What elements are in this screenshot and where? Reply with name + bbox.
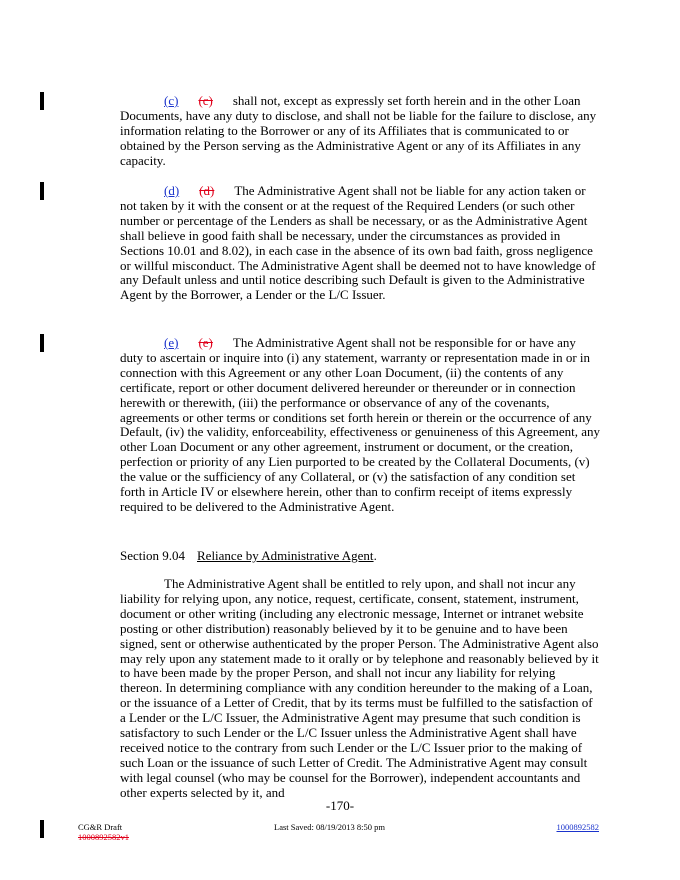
paragraph-e <box>120 336 600 515</box>
section-heading <box>120 548 377 564</box>
draft-label: CG&R Draft <box>78 822 123 832</box>
section-title: Reliance by Administrative Agent <box>197 548 374 563</box>
section-number: Section 9.04 <box>120 548 185 563</box>
change-bar-c <box>40 92 44 110</box>
paragraph-d-text: The Administrative Agent shall not be liable for any action taken or not taken by it with the consent or at the request of the Required Lenders (or such other number or percentage of the Lenders as shall be necessary, or as the Administrative Agent shall believe in good faith shall be necessary, under the circumstances as provided in Sections 10.01 and 8.02), in each case in the absence of its own bad faith, gross negligence or willful misconduct. The Administrative Agent shall be deemed not to have knowledge of any Default unless and until notice describing such Default is given to the Administrative Agent by the Borrower, a Lender or the L/C Issuer. <box>120 183 596 303</box>
paragraph-c-text: shall not, except as expressly set forth herein and in the other Loan Documents, have any duty to disclose, and shall not be liable for the failure to disclose, any information relating to the Borrower or any of its Affiliates that is communicated to or obtained by the Person serving as the Administrative Agent or any of its Affiliates in any capacity. <box>120 93 597 168</box>
deleted-label-c: (c) <box>198 93 213 108</box>
paragraph-e-text: The Administrative Agent shall not be responsible for or have any duty to ascertain or inquire into (i) any statement, warranty or representation made in or in connection with this Agreement or any other Loan Document, (ii) the contents of any certificate, report or other document delivered hereunder or thereunder or in connection herewith or therewith, (iii) the performance or observance of any of the covenants, agreements or other terms or conditions set forth herein or therein or the occurrence of any Default, (iv) the validity, enforceability, effectiveness or genuineness of this Agreement, any other Loan Document or any other agreement, instrument or document, or the creation, perfection or priority of any Lien purported to be created by the Collateral Documents, (v) the value or the sufficiency of any Collateral, or (v) the satisfaction of any condition set forth in Article IV or elsewhere herein, other than to confirm receipt of items expressly required to be delivered to the Administrative Agent. <box>120 335 600 514</box>
doc-id: 1000892582 <box>556 822 599 832</box>
deleted-label-d: (d) <box>199 183 215 198</box>
inserted-label-c: (c) <box>164 93 179 108</box>
inserted-label-e: (e) <box>164 335 179 350</box>
body-paragraph <box>120 577 600 801</box>
old-doc-id: 1000892582v1 <box>78 832 129 842</box>
last-saved: Last Saved: 08/19/2013 8:50 pm <box>274 822 385 832</box>
footer-draft <box>78 822 129 842</box>
change-bar-d <box>40 182 44 200</box>
body-paragraph-text: The Administrative Agent shall be entitled to rely upon, and shall not incur any liability for relying upon, any notice, request, certificate, consent, statement, instrument, document or other writing (including any electronic message, Internet or intranet website posting or other distribution) reasonably believed by it to be genuine and to have been signed, sent or otherwise authenticated by the proper Person. The Administrative Agent also may rely upon any statement made to it orally or by telephone and reasonably believed by it to have been made by the proper Person, and shall not incur any liability for relying thereon. In determining compliance with any condition hereunder to the making of a Loan, or the issuance of a Letter of Credit, that by its terms must be fulfilled to the satisfaction of a Lender or the L/C Issuer, the Administrative Agent may presume that such condition is satisfactory to such Lender or the L/C Issuer unless the Administrative Agent shall have received notice to the contrary from such Lender or the L/C Issuer prior to the making of such Loan or the issuance of such Letter of Credit. The Administrative Agent may consult with legal counsel (who may be counsel for the Borrower), independent accountants and other experts selected by it, and <box>120 576 599 800</box>
change-bar-e <box>40 334 44 352</box>
paragraph-d <box>120 184 600 303</box>
change-bar-footer <box>40 820 44 838</box>
deleted-label-e: (e) <box>198 335 213 350</box>
section-period: . <box>373 548 377 563</box>
inserted-label-d: (d) <box>164 183 180 198</box>
paragraph-c <box>120 94 600 169</box>
page-number: -170- <box>325 798 355 813</box>
